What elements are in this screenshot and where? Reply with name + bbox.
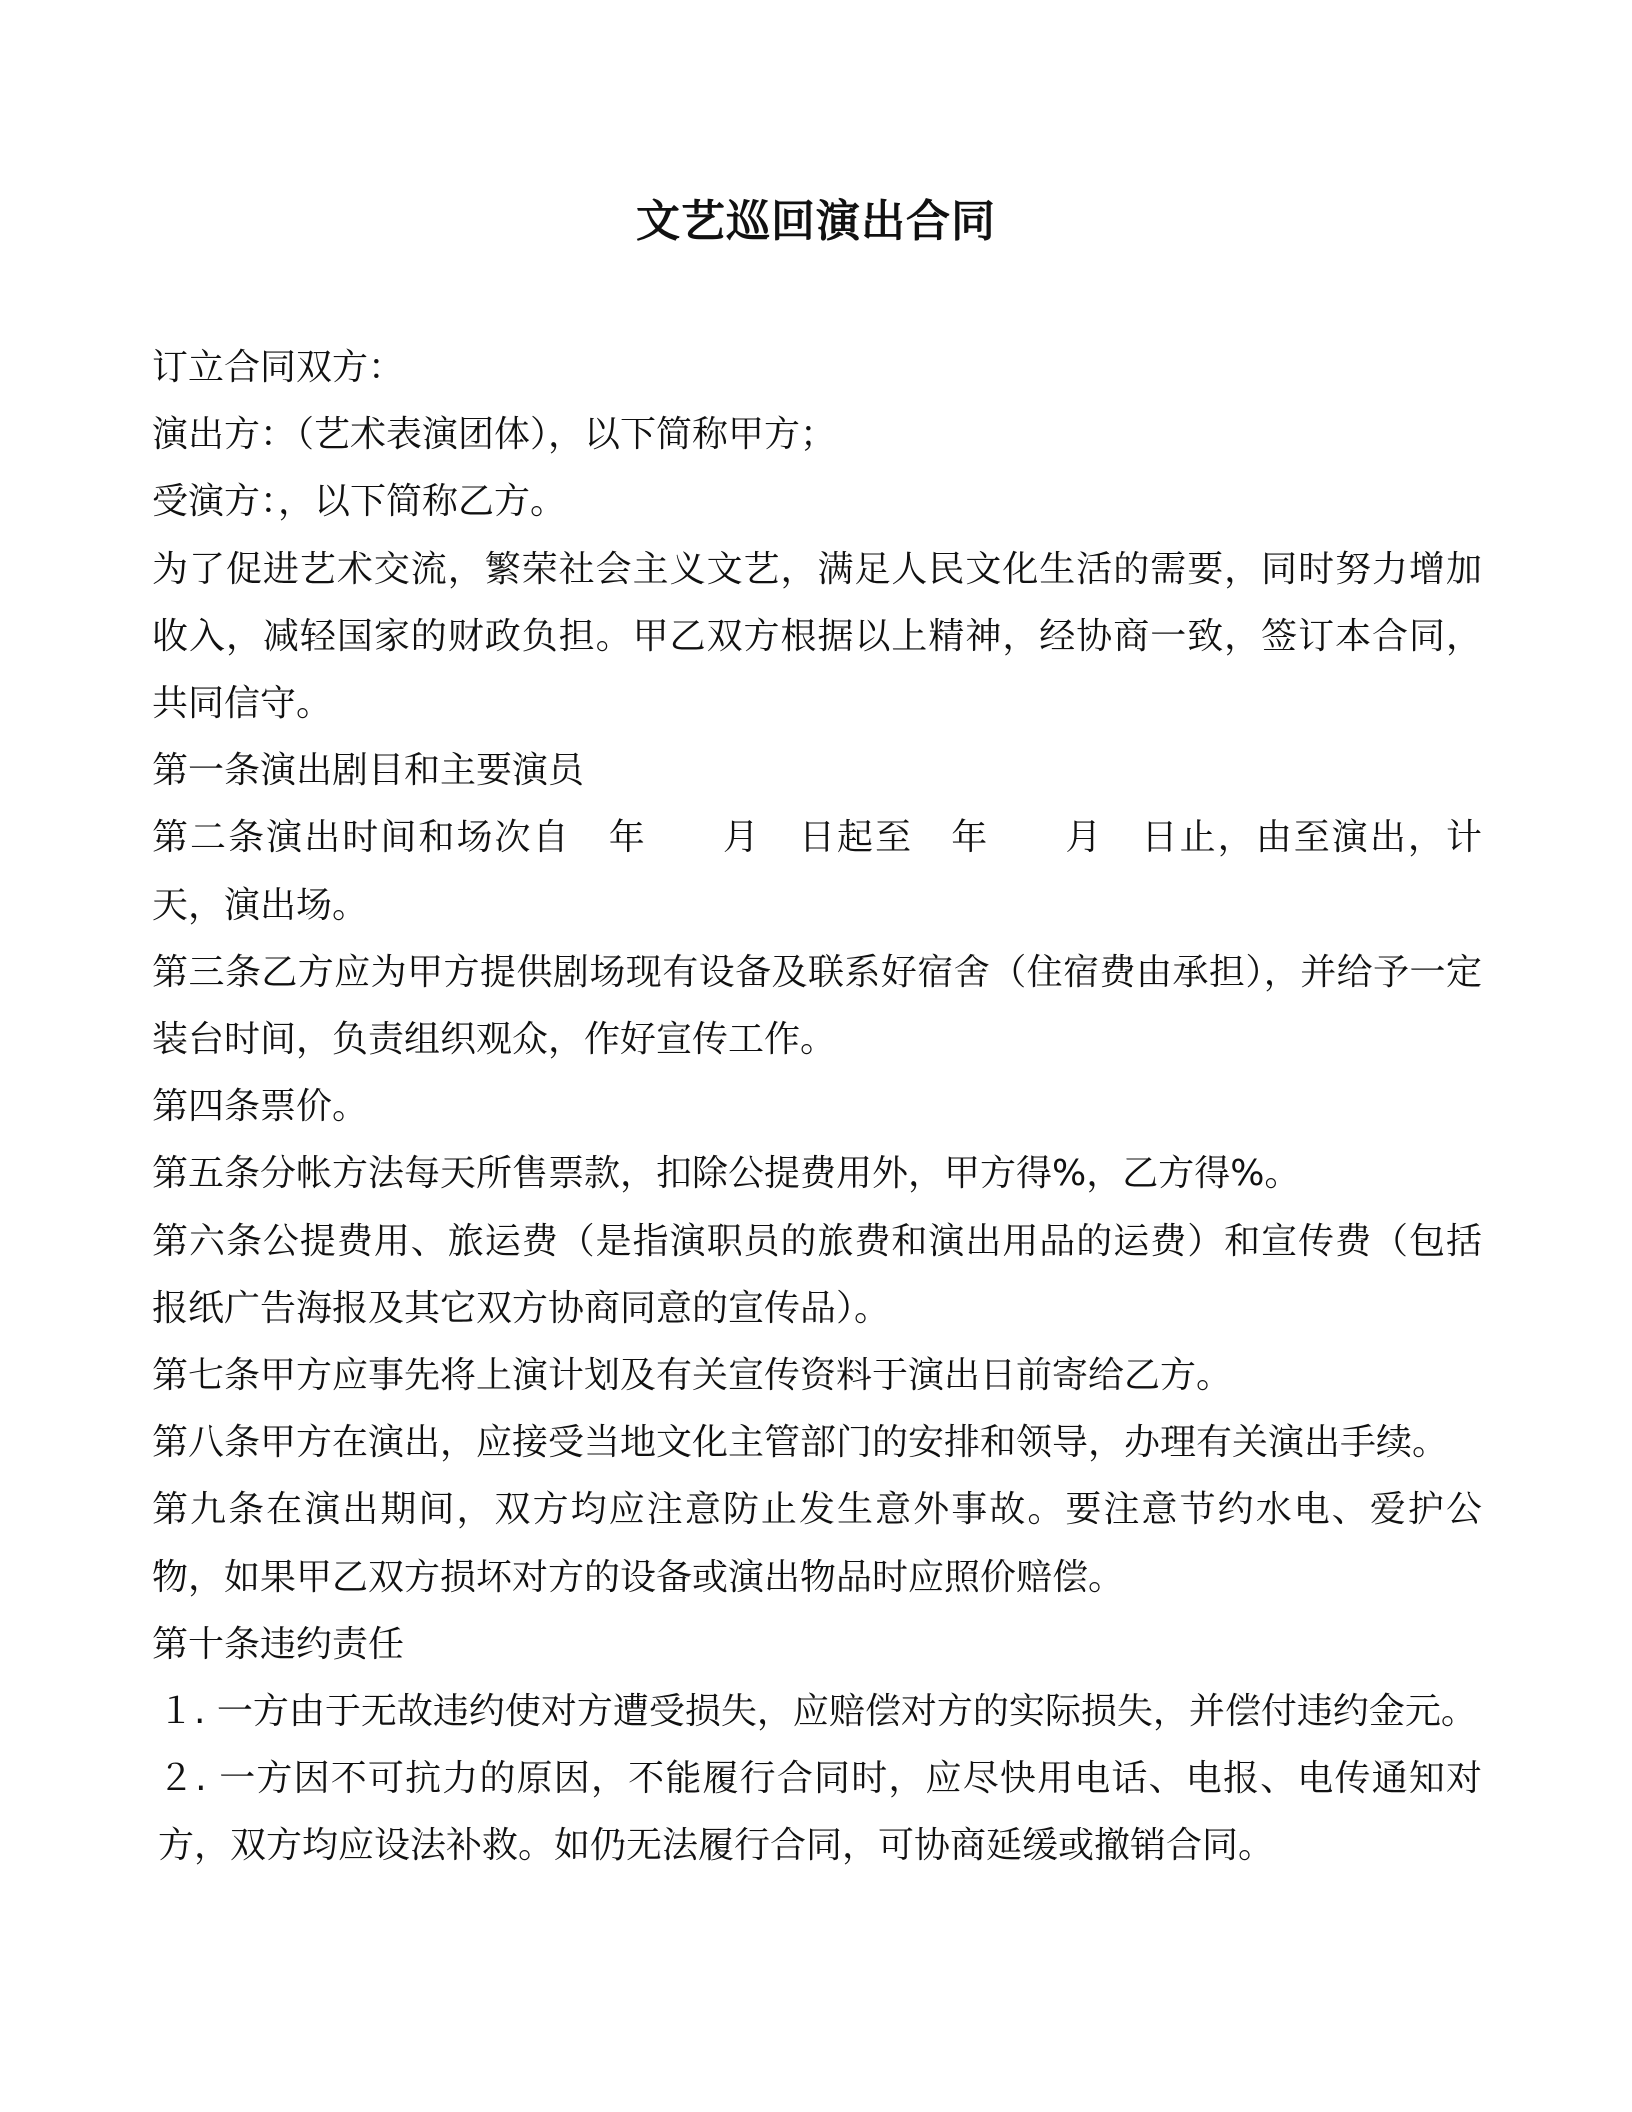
article-10: 第十条违约责任 — [152, 1623, 405, 1665]
document-title: 文艺巡回演出合同 — [636, 196, 996, 247]
article-6: 第六条公提费用、旅运费（是指演职员的旅费和演出用品的运费）和宣传费（包括报纸广告海报及其它双方协商同意的宣传品）。 — [152, 1220, 1482, 1329]
article-2: 第二条演出时间和场次自 年 月 日起至 年 月 日止，由至演出，计天，演出场。 — [152, 817, 1482, 926]
article-10-item-2: ２. 一方因不可抗力的原因，不能履行合同时，应尽快用电话、电报、电传通知对方，双方均应设法补救。如仍无法履行合同，可协商延缓或撤销合同。 — [158, 1758, 1482, 1867]
article-1: 第一条演出剧目和主要演员 — [152, 750, 585, 792]
paragraph-preamble: 为了促进艺术交流，繁荣社会主义文艺，满足人民文化生活的需要，同时努力增加收入，减轻国家的财政负担。甲乙双方根据以上精神，经协商一致，签订本合同，共同信守。 — [152, 548, 1482, 725]
article-3: 第三条乙方应为甲方提供剧场现有设备及联系好宿舍（住宿费由承担），并给予一定装台时间，负责组织观众，作好宣传工作。 — [152, 951, 1482, 1061]
article-9: 第九条在演出期间，双方均应注意防止发生意外事故。要注意节约水电、爱护公物，如果甲乙双方损坏对方的设备或演出物品时应照价赔偿。 — [152, 1489, 1482, 1598]
document-body — [152, 334, 1482, 1880]
article-8: 第八条甲方在演出，应接受当地文化主管部门的安排和领导，办理有关演出手续。 — [152, 1422, 1449, 1464]
article-7: 第七条甲方应事先将上演计划及有关宣传资料于演出日前寄给乙方。 — [152, 1355, 1233, 1397]
paragraph-parties-intro: 订立合同双方： — [152, 347, 405, 388]
paragraph-party-a: 演出方：（艺术表演团体），以下简称甲方； — [152, 414, 837, 456]
paragraph-party-b: 受演方：，以下简称乙方。 — [152, 481, 567, 523]
article-10-item-1: １. 一方由于无故违约使对方遭受损失，应赔偿对方的实际损失，并偿付违约金元。 — [158, 1691, 1477, 1733]
article-5: 第五条分帐方法每天所售票款，扣除公提费用外，甲方得%，乙方得%。 — [152, 1153, 1301, 1195]
article-4: 第四条票价。 — [152, 1086, 369, 1128]
